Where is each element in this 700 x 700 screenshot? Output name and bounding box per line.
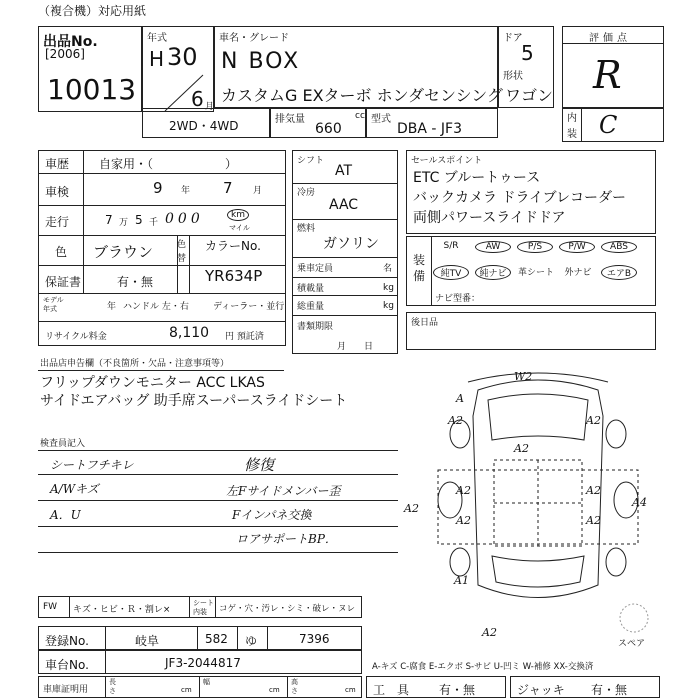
equip-genuine-tv: 純TV (433, 265, 469, 280)
color-change-label-1: 色 (177, 240, 187, 250)
expiry-unit: 月 日 (337, 342, 374, 352)
sales-point-line-1: ETC ブルートゥース (413, 170, 541, 186)
registration-area: 岐阜 (135, 634, 160, 648)
ac-value: AAC (329, 197, 359, 213)
equipment-label-2: 備 (413, 269, 426, 283)
body-shape: ワゴン (505, 86, 554, 105)
car-name: N BOX (221, 49, 301, 74)
after-items-box (406, 312, 656, 350)
inspector-note-right-3: Fインパネ交換 (232, 508, 312, 522)
seat-label-2: 内装 (193, 608, 207, 616)
recycle-fee: 8,110 (169, 325, 210, 341)
length-label-1: 長 (109, 678, 116, 686)
garage-cert-label: 車庫証明用 (43, 685, 89, 695)
damage-mark-rear-left: A1 (454, 574, 469, 587)
inspector-note-right-4: ロアサポートBP． (236, 532, 337, 546)
door-shape-box (498, 26, 554, 108)
color-no-value: YR634P (205, 267, 263, 285)
inspector-note-right-2: 左Fサイドメンバー歪 (226, 484, 341, 498)
car-name-box (214, 26, 503, 108)
recycle-unit: 円 預託済 (225, 332, 264, 342)
overall-score: R (593, 53, 622, 97)
recycle-label: リサイクル料金 (45, 332, 107, 342)
inspection-year-unit: 年 (181, 186, 191, 196)
fuel-label: 燃料 (297, 224, 316, 234)
model-code-label: 型式 (371, 114, 391, 125)
capacity-label: 乗車定員 (297, 264, 334, 274)
form-top-note: （複合機）対応用紙 (38, 4, 147, 18)
model-code: DBA - JF3 (397, 121, 463, 137)
seller-notes-label: 出品店申告欄（不良箇所・欠品・注意事項等） (40, 359, 230, 369)
equip-abs: ABS (601, 241, 637, 253)
model-year-label-2: 年式 (43, 305, 57, 313)
month-value: 6 (191, 87, 204, 111)
damage-mark-roof: A2 (514, 442, 529, 455)
inspection-label: 車検 (45, 185, 70, 199)
expiry-label: 書類期限 (297, 322, 334, 332)
month-unit: 月 (205, 102, 215, 112)
shift-label: シフト (297, 156, 325, 166)
spec-table (292, 150, 398, 354)
warranty-value: 有・無 (117, 275, 154, 289)
damage-mark-rear: A2 (482, 626, 497, 639)
capacity-unit: 名 (383, 264, 393, 274)
sales-point-line-3: 両側パワースライドドア (413, 210, 566, 226)
year-era: H (149, 47, 165, 71)
equip-alloy-wheel: AW (475, 241, 511, 253)
drive-box (142, 108, 270, 138)
year-label: 年式 (147, 33, 167, 44)
fw-items: キズ・ヒビ・Ｒ・割レ× (73, 605, 171, 615)
equip-airbag: エアB (601, 265, 637, 280)
model-code-box (366, 108, 498, 138)
equipment-row-2 (433, 265, 637, 280)
displacement-box (270, 108, 366, 138)
ac-label: 冷房 (297, 188, 316, 198)
load-unit: kg (383, 283, 394, 293)
damage-mark-front: W2 (514, 370, 533, 383)
tools-value: 有・無 (439, 683, 476, 697)
equip-power-steering: P/S (517, 241, 553, 253)
registration-kana: ゆ (245, 634, 258, 648)
color-no-label: カラーNo. (205, 239, 261, 253)
km-unit-text: km (227, 209, 249, 221)
inspection-month: 7 (223, 179, 233, 197)
year-box (142, 26, 214, 112)
registration-label: 登録No. (45, 634, 89, 648)
lot-number-box (38, 26, 142, 112)
registration-row (38, 626, 362, 650)
damage-mark-side-left: A2 (404, 502, 419, 515)
color-change-label-2: 替 (177, 254, 187, 264)
lot-bracket: [2006] (45, 47, 85, 61)
weight-unit: kg (383, 301, 394, 311)
equip-aftermarket-navi: 外ナビ (564, 268, 592, 278)
mileage-sen-unit: 千 (149, 218, 159, 228)
equip-leather-seat: 革シート (517, 268, 554, 278)
car-name-label: 車名・グレード (219, 33, 289, 44)
height-label-1: 高 (291, 678, 298, 686)
shift-value: AT (335, 163, 353, 179)
score-label: 評価点 (589, 33, 631, 44)
height-label-2: さ (291, 687, 298, 695)
inspector-note-left-3: A．U (50, 508, 81, 522)
displacement-label: 排気量 (275, 114, 305, 125)
door-label: ドア (503, 33, 523, 44)
width-label-1: 幅 (203, 678, 210, 686)
equipment-box (406, 236, 656, 306)
model-year-unit: 年 (107, 302, 117, 312)
inspector-note-left-1: シートフチキレ (50, 458, 134, 472)
sales-point-label: セールスポイント (411, 156, 483, 166)
history-label: 車歴 (45, 157, 70, 171)
mileage-label: 走行 (45, 215, 70, 229)
fw-seat-row (38, 596, 362, 618)
history-value: 自家用・（ ） (99, 157, 238, 171)
equip-power-window: P/W (559, 241, 595, 253)
length-label-2: さ (109, 687, 116, 695)
vehicle-info-table (38, 150, 286, 346)
height-unit: cm (345, 686, 356, 694)
interior-label-1: 内 (567, 113, 577, 124)
interior-label-2: 装 (567, 129, 577, 140)
lot-number: 10013 (47, 73, 137, 106)
seat-items: コゲ・穴・汚レ・シミ・破レ・ヌレ (219, 604, 356, 614)
interior-score-box (562, 108, 664, 142)
chassis-label: 車台No. (45, 658, 89, 672)
damage-mark-door-left-rear: A2 (456, 514, 471, 527)
fuel-value: ガソリン (323, 236, 379, 252)
length-unit: cm (181, 686, 192, 694)
equipment-label-1: 装 (413, 253, 426, 267)
weight-label: 総重量 (297, 302, 325, 312)
damage-legend: A-キズ C-腐食 E-エクボ S-サビ U-凹ミ W-補修 XX-交換済 (372, 662, 594, 672)
spare-label: スペア (618, 639, 646, 649)
lot-label: 出品No. (43, 34, 98, 50)
mileage-man: 7 (105, 213, 113, 227)
mileage-rest: 000 (165, 211, 204, 227)
tools-row (366, 676, 506, 698)
after-items-label: 後日品 (411, 318, 439, 328)
drive-type: 2WD・4WD (169, 119, 239, 133)
displacement-unit: cc (355, 111, 365, 121)
mile-unit: マイル (229, 224, 250, 232)
warranty-label: 保証書 (45, 275, 82, 289)
color-value: ブラウン (93, 243, 154, 261)
tools-label: 工 具 (373, 683, 410, 697)
inspection-year: 9 (153, 179, 163, 197)
shape-label: 形状 (503, 71, 523, 82)
inspection-month-unit: 月 (253, 186, 263, 196)
damage-mark-door-right-rear: A2 (586, 514, 601, 527)
seller-notes-line-1: フリップダウンモニター ACC LKAS (40, 375, 265, 391)
navi-model-label: ナビ型番： (435, 294, 481, 304)
car-grade: カスタムG EXターボ ホンダセンシング (221, 86, 503, 105)
mileage-sen: 5 (135, 213, 143, 227)
jack-row (510, 676, 660, 698)
registration-number: 7396 (299, 632, 330, 646)
chassis-number: JF3-2044817 (165, 656, 241, 670)
equip-sunroof: S/R (443, 241, 459, 251)
inspector-note-left-2: A/Wキズ (50, 482, 99, 496)
damage-mark-door-right-front: A2 (586, 484, 601, 497)
garage-certificate-row (38, 676, 362, 698)
displacement-value: 660 (315, 121, 342, 137)
damage-mark-front-left: A (456, 392, 464, 405)
fw-label: FW (43, 602, 58, 612)
model-year-label-1: モデル (43, 296, 64, 304)
color-label: 色 (55, 245, 68, 259)
year-value: 30 (167, 43, 198, 71)
jack-label: ジャッキ (517, 683, 565, 697)
damage-mark-fender-right: A2 (586, 414, 601, 427)
damage-mark-fender-left: A2 (448, 414, 463, 427)
inspector-notes-label: 検査員記入 (40, 439, 86, 449)
damage-mark-side-right: A4 (632, 496, 647, 509)
load-label: 積載量 (297, 284, 325, 294)
seller-notes-line-2: サイドエアバッグ 助手席スーパースライドシート (40, 393, 348, 409)
inspector-note-right-1: 修復 (244, 456, 275, 474)
damage-mark-door-left-front: A2 (456, 484, 471, 497)
sales-point-line-2: バックカメラ ドライブレコーダー (413, 190, 627, 206)
equip-genuine-navi: 純ナビ (475, 265, 511, 280)
sales-point-box (406, 150, 656, 234)
interior-score: C (599, 111, 618, 139)
width-unit: cm (269, 686, 280, 694)
score-box (562, 26, 664, 108)
handle-value: ハンドル 左・右 (123, 302, 189, 312)
dealer-value: ディーラー・並行 (213, 302, 285, 312)
door-count: 5 (521, 41, 534, 65)
seat-label-1: シート (193, 599, 214, 607)
chassis-row (38, 650, 362, 674)
registration-class: 582 (205, 632, 228, 646)
km-unit (227, 209, 249, 221)
jack-value: 有・無 (591, 683, 628, 697)
equipment-row-1 (433, 241, 637, 253)
mileage-man-unit: 万 (119, 218, 129, 228)
